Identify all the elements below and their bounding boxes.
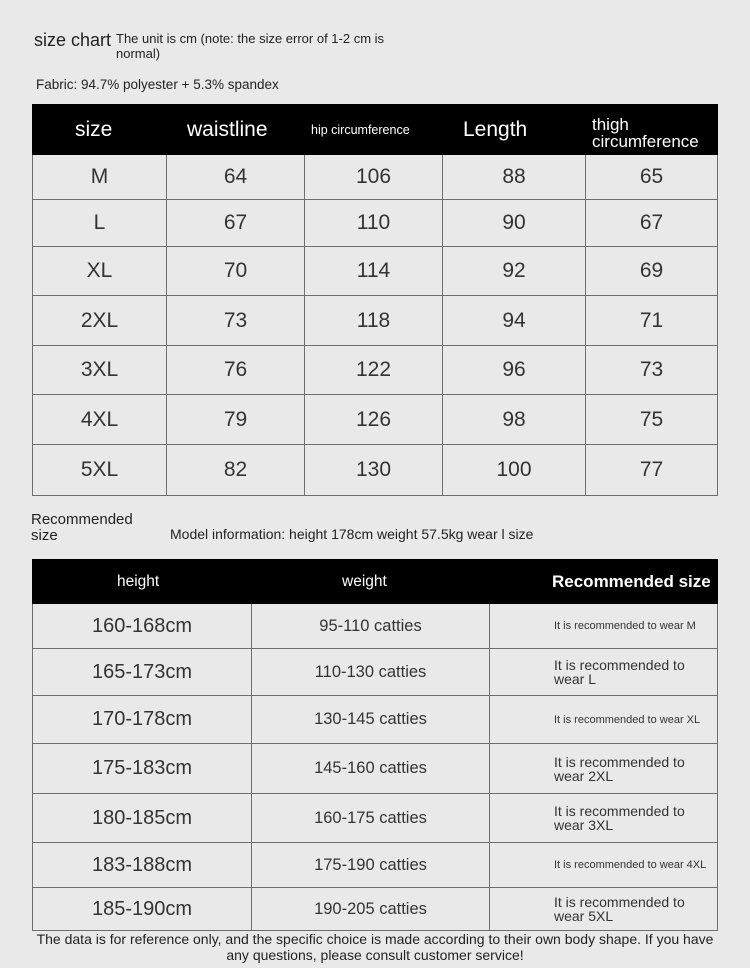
cell-length: 94 [443, 296, 586, 346]
recommended-size-title: Recommended size [31, 511, 133, 544]
cell-hip: 110 [305, 200, 443, 247]
cell-thigh: 77 [586, 445, 718, 496]
cell-height: 165-173cm [33, 649, 252, 696]
cell-waistline: 64 [167, 155, 305, 200]
size-chart-table [32, 104, 718, 496]
rec-table-header-row [33, 560, 718, 604]
table-row [33, 445, 718, 496]
cell-recommendation: It is recommended to wear 5XL [490, 888, 718, 931]
disclaimer-footer: The data is for reference only, and the specific choice is made according to their own body shape. If you have any questions, please consult customer service! [36, 931, 714, 963]
table-row [33, 696, 718, 744]
recommended-size-table [32, 559, 718, 931]
cell-recommendation: It is recommended to wear 4XL [490, 843, 718, 888]
cell-weight: 175-190 catties [252, 843, 490, 888]
model-info: Model information: height 178cm weight 57.5kg wear l size [170, 526, 534, 542]
cell-thigh: 69 [586, 247, 718, 296]
cell-hip: 130 [305, 445, 443, 496]
unit-note: The unit is cm (note: the size error of 1-2 cm is normal) [116, 31, 385, 61]
cell-thigh: 67 [586, 200, 718, 247]
table-row [33, 155, 718, 200]
table-row [33, 604, 718, 649]
cell-height: 175-183cm [33, 744, 252, 794]
cell-length: 88 [443, 155, 586, 200]
table-row [33, 296, 718, 346]
cell-height: 180-185cm [33, 794, 252, 843]
cell-length: 96 [443, 346, 586, 395]
cell-size: 3XL [33, 346, 167, 395]
cell-hip: 118 [305, 296, 443, 346]
table-row [33, 794, 718, 843]
header-hip-circumference: hip circumference [305, 105, 443, 155]
cell-recommendation: It is recommended to wear M [490, 604, 718, 649]
fabric-info: Fabric: 94.7% polyester + 5.3% spandex [36, 77, 279, 92]
cell-length: 100 [443, 445, 586, 496]
size-table-header-row [33, 105, 718, 155]
cell-weight: 130-145 catties [252, 696, 490, 744]
cell-weight: 190-205 catties [252, 888, 490, 931]
table-row [33, 200, 718, 247]
cell-waistline: 79 [167, 395, 305, 445]
cell-recommendation: It is recommended to wear L [490, 649, 718, 696]
cell-size: 5XL [33, 445, 167, 496]
cell-waistline: 70 [167, 247, 305, 296]
cell-height: 160-168cm [33, 604, 252, 649]
cell-thigh: 65 [586, 155, 718, 200]
header-recommended-size: Recommended size [490, 560, 718, 604]
table-row [33, 744, 718, 794]
cell-hip: 114 [305, 247, 443, 296]
cell-height: 185-190cm [33, 888, 252, 931]
cell-recommendation: It is recommended to wear 3XL [490, 794, 718, 843]
cell-height: 183-188cm [33, 843, 252, 888]
cell-size: 2XL [33, 296, 167, 346]
cell-weight: 145-160 catties [252, 744, 490, 794]
cell-waistline: 67 [167, 200, 305, 247]
table-row [33, 395, 718, 445]
cell-thigh: 71 [586, 296, 718, 346]
table-row [33, 843, 718, 888]
cell-length: 92 [443, 247, 586, 296]
header-height: height [33, 560, 252, 604]
cell-thigh: 73 [586, 346, 718, 395]
cell-hip: 106 [305, 155, 443, 200]
cell-waistline: 76 [167, 346, 305, 395]
cell-size: M [33, 155, 167, 200]
cell-thigh: 75 [586, 395, 718, 445]
header-thigh-circumference: thigh circumference [586, 105, 718, 155]
table-row [33, 649, 718, 696]
header-weight: weight [252, 560, 490, 604]
cell-size: L [33, 200, 167, 247]
cell-hip: 122 [305, 346, 443, 395]
cell-length: 90 [443, 200, 586, 247]
cell-weight: 110-130 catties [252, 649, 490, 696]
cell-size: 4XL [33, 395, 167, 445]
header-waistline: waistline [167, 105, 305, 155]
cell-recommendation: It is recommended to wear XL [490, 696, 718, 744]
table-row [33, 247, 718, 296]
table-row [33, 346, 718, 395]
cell-waistline: 73 [167, 296, 305, 346]
cell-recommendation: It is recommended to wear 2XL [490, 744, 718, 794]
cell-length: 98 [443, 395, 586, 445]
cell-weight: 160-175 catties [252, 794, 490, 843]
header-size: size [33, 105, 167, 155]
cell-size: XL [33, 247, 167, 296]
header-length: Length [443, 105, 586, 155]
cell-hip: 126 [305, 395, 443, 445]
cell-height: 170-178cm [33, 696, 252, 744]
table-row [33, 888, 718, 931]
cell-waistline: 82 [167, 445, 305, 496]
cell-weight: 95-110 catties [252, 604, 490, 649]
chart-title: size chart [34, 30, 112, 50]
